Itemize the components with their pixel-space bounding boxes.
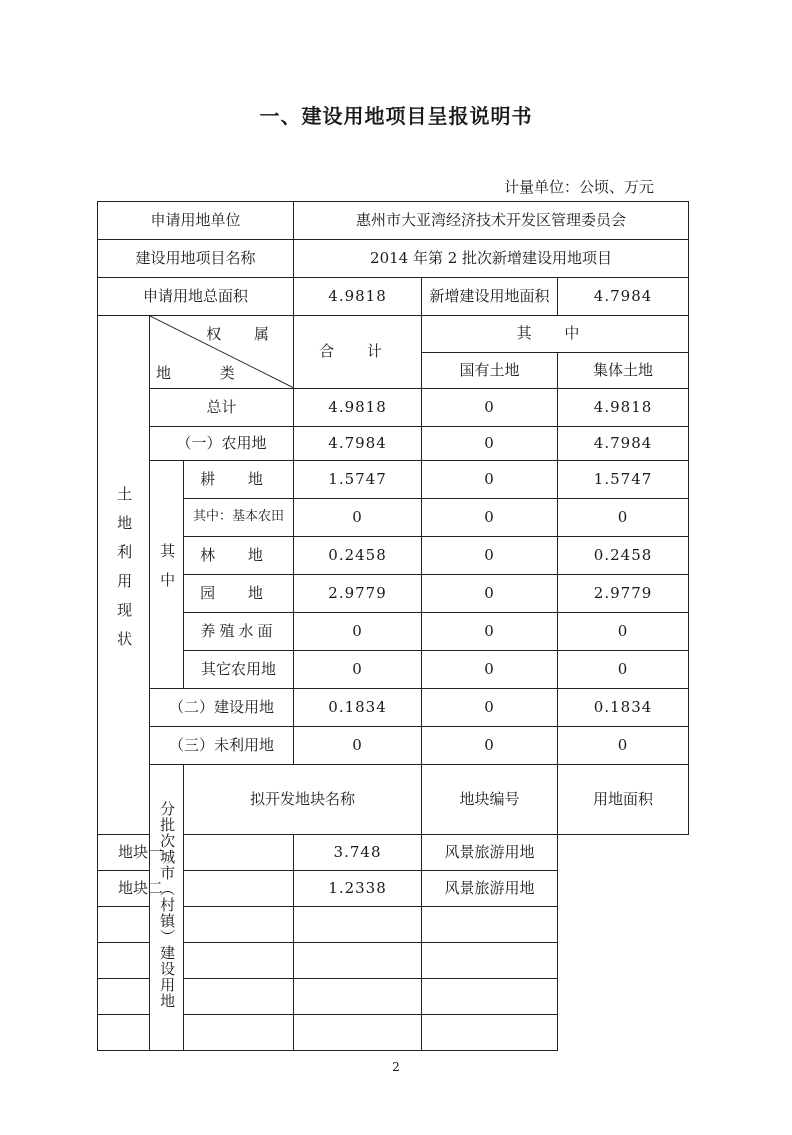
row-collective: 4.9818 [558, 389, 689, 427]
row-state: 0 [422, 689, 558, 727]
row-state: 0 [422, 499, 558, 537]
table-row [98, 979, 689, 1015]
row-name: 耕 地 [184, 461, 294, 499]
parcel-name-header: 拟开发地块名称 [184, 765, 422, 835]
total-area-label: 申请用地总面积 [98, 278, 294, 316]
category-header: 地 类 [156, 363, 257, 382]
parcel-side-label: 分批次城市（村镇）建设用地 [150, 765, 184, 1051]
row-name: 园 地 [184, 575, 294, 613]
total-header: 合 计 [294, 316, 422, 389]
row-total: 0 [294, 499, 422, 537]
table-row [98, 499, 689, 537]
new-area-label: 新增建设用地面积 [422, 278, 558, 316]
row-state: 0 [422, 461, 558, 499]
row-state: 0 [422, 613, 558, 651]
parcel-area [294, 979, 422, 1015]
parcel-code [184, 1015, 294, 1051]
table-row [98, 575, 689, 613]
new-area-value: 4.7984 [558, 278, 689, 316]
table-row [98, 907, 689, 943]
row-state: 0 [422, 537, 558, 575]
parcel-code-header: 地块编号 [422, 765, 558, 835]
row-state: 0 [422, 427, 558, 461]
row-total: 0 [294, 651, 422, 689]
parcel-name: 地块一 [98, 835, 184, 871]
parcel-name: 地块二 [98, 871, 184, 907]
parcel-use [422, 907, 558, 943]
page-title: 一、建设用地项目呈报说明书 [259, 104, 533, 128]
parcel-area [294, 943, 422, 979]
row-name: 养殖水面 [184, 613, 294, 651]
parcel-use [422, 1015, 558, 1051]
parcel-area-header: 用地面积 [558, 765, 689, 835]
row-collective: 0.1834 [558, 689, 689, 727]
row-collective: 0 [558, 727, 689, 765]
parcel-use [422, 979, 558, 1015]
table-row [98, 651, 689, 689]
table-row [98, 613, 689, 651]
row-collective: 1.5747 [558, 461, 689, 499]
row-name: 其中：基本农田 [184, 499, 294, 537]
row-collective: 0.2458 [558, 537, 689, 575]
parcel-code [184, 979, 294, 1015]
row-collective: 0 [558, 499, 689, 537]
table-row [98, 689, 689, 727]
row-name: （三）未利用地 [150, 727, 294, 765]
row-collective: 4.7984 [558, 427, 689, 461]
parcel-area [294, 907, 422, 943]
land-use-report-table [97, 201, 689, 1051]
table-row [98, 537, 689, 575]
row-name: 其它农用地 [184, 651, 294, 689]
total-area-value: 4.9818 [294, 278, 422, 316]
area-row [98, 278, 689, 316]
state-land-header: 国有土地 [422, 352, 558, 389]
table-row [98, 835, 689, 871]
parcel-code [184, 835, 294, 871]
table-row [98, 1015, 689, 1051]
row-name: 总计 [150, 389, 294, 427]
table-row [98, 389, 689, 427]
parcel-area [294, 1015, 422, 1051]
land-use-header-row-1 [98, 316, 689, 353]
table-row [98, 871, 689, 907]
table-row [98, 461, 689, 499]
table-row [98, 727, 689, 765]
project-label: 建设用地项目名称 [98, 240, 294, 278]
row-collective: 0 [558, 651, 689, 689]
parcel-use: 风景旅游用地 [422, 835, 558, 871]
project-value: 2014 年第 2 批次新增建设用地项目 [294, 240, 689, 278]
parcel-area: 1.2338 [294, 871, 422, 907]
row-state: 0 [422, 727, 558, 765]
parcel-use: 风景旅游用地 [422, 871, 558, 907]
row-name: （一）农用地 [150, 427, 294, 461]
among-header: 其 中 [422, 316, 689, 353]
diagonal-header-cell [150, 316, 294, 389]
row-total: 4.9818 [294, 389, 422, 427]
parcel-code [184, 907, 294, 943]
row-name: 林 地 [184, 537, 294, 575]
table-row [98, 427, 689, 461]
row-total: 0 [294, 613, 422, 651]
row-collective: 2.9779 [558, 575, 689, 613]
page-number: 2 [392, 1060, 400, 1074]
collective-land-header: 集体土地 [558, 352, 689, 389]
row-total: 0.1834 [294, 689, 422, 727]
table-row [98, 943, 689, 979]
row-state: 0 [422, 651, 558, 689]
parcel-name [98, 1015, 184, 1051]
row-total: 1.5747 [294, 461, 422, 499]
parcel-use [422, 943, 558, 979]
row-total: 0 [294, 727, 422, 765]
row-total: 4.7984 [294, 427, 422, 461]
row-total: 2.9779 [294, 575, 422, 613]
applicant-value: 惠州市大亚湾经济技术开发区管理委员会 [294, 202, 689, 240]
applicant-row [98, 202, 689, 240]
parcel-header-row [98, 765, 689, 835]
row-total: 0.2458 [294, 537, 422, 575]
row-state: 0 [422, 575, 558, 613]
parcel-area: 3.748 [294, 835, 422, 871]
owner-header: 权 属 [206, 325, 284, 343]
unit-note: 计量单位：公顷、万元 [503, 178, 654, 196]
parcel-code [184, 871, 294, 907]
row-name: （二）建设用地 [150, 689, 294, 727]
sub-side-label: 其中 [150, 461, 184, 689]
project-row [98, 240, 689, 278]
row-state: 0 [422, 389, 558, 427]
land-use-side-label: 土地利用现状 [98, 316, 150, 835]
applicant-label: 申请用地单位 [98, 202, 294, 240]
parcel-code [184, 943, 294, 979]
row-collective: 0 [558, 613, 689, 651]
